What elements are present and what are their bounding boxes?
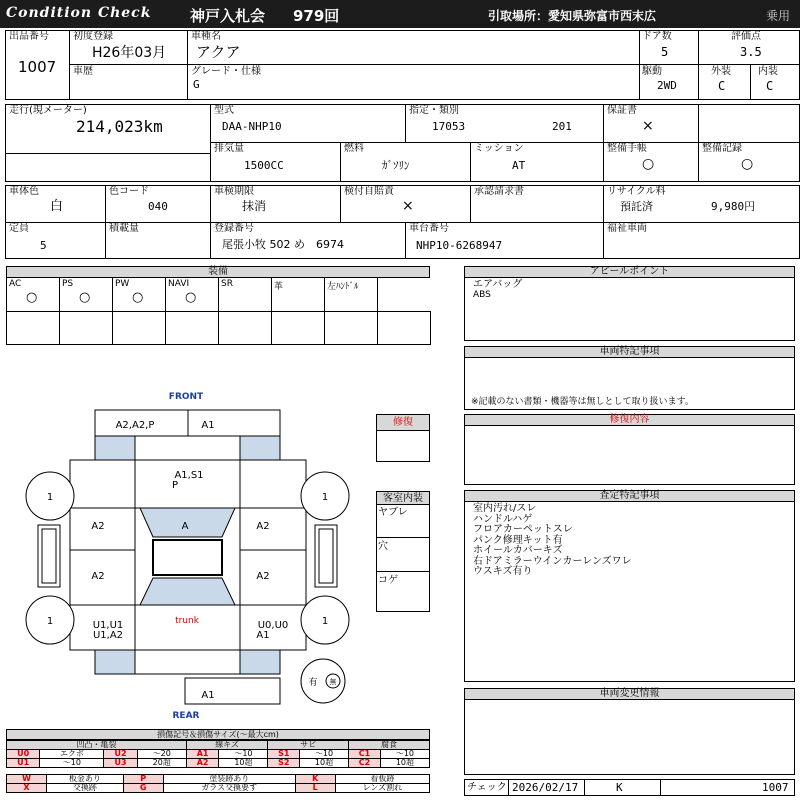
inspection-label: 車検期限 <box>214 186 254 197</box>
special-title: 車両特記事項 <box>464 346 795 358</box>
legend-key-code: G <box>123 784 163 793</box>
equipment-cell <box>324 277 378 312</box>
first-reg: H26年03月 <box>92 45 167 61</box>
equipment-cell <box>6 277 60 312</box>
assessment-line: フロアカーペットスレ <box>473 524 573 535</box>
tire-fr-value: 1 <box>321 492 329 503</box>
legend-group: 凹凸・亀裂 <box>7 741 187 750</box>
legend-code: U2 <box>104 750 137 759</box>
equipment-label: 革 <box>274 282 284 292</box>
legend-group: 線キズ <box>186 741 268 750</box>
int: C <box>766 79 774 93</box>
legend-key-desc: 塗装跡あり <box>163 775 295 784</box>
hood-right-damage: A1 <box>201 420 215 431</box>
lot-no: 1007 <box>18 58 57 76</box>
ext: C <box>718 79 726 93</box>
legend-code: C1 <box>349 750 381 759</box>
assessment-line: 右ドアミラーウインカーレンズワレ <box>473 555 632 567</box>
check-date: 2026/02/17 <box>512 781 579 794</box>
repair-content-box <box>464 425 795 485</box>
maintenance-label: 整備手帳 <box>607 143 647 154</box>
auction-round: 979回 <box>293 7 340 25</box>
capacity-label: 定員 <box>9 223 29 234</box>
legend-code: U1 <box>7 759 40 768</box>
legend-key-code: L <box>295 784 335 793</box>
equipment-grid <box>6 277 430 345</box>
tire-rr-value: 1 <box>321 616 329 627</box>
mileage-label: 走行(現メーター) <box>9 105 87 116</box>
legend-key-desc: 板金あり <box>47 775 124 784</box>
approval-label: 承認請求書 <box>474 186 524 197</box>
color-code-label: 色コード <box>109 186 149 197</box>
doors: 5 <box>661 45 669 59</box>
special-box <box>464 357 795 410</box>
records-label: 整備記録 <box>702 143 742 154</box>
equipment-empty-cell <box>165 311 219 345</box>
tire-fl-value: 1 <box>46 492 54 503</box>
first-reg-label: 初度登録 <box>73 31 113 42</box>
legend-title: 損傷記号＆損傷サイズ(～最大cm) <box>6 729 430 740</box>
equipment-empty-cell <box>218 311 272 345</box>
assessment-line: 室内汚れ/スレ <box>473 503 537 514</box>
trunk-right-damage-2: A1 <box>256 630 270 641</box>
appeal-line-2: ABS <box>473 290 491 300</box>
roof-sub-damage: P <box>171 480 179 491</box>
equipment-cell <box>112 277 166 312</box>
legend-desc: 10超 <box>380 759 429 768</box>
appeal-title: アピールポイント <box>464 266 795 278</box>
interior-item-3: コゲ <box>378 575 398 586</box>
interior-title: 客室内装 <box>377 492 429 505</box>
classification: 201 <box>552 120 572 133</box>
trunk-right-damage: U0,U0 <box>257 620 289 631</box>
equipment-cell <box>271 277 325 312</box>
legend-group: サビ <box>268 741 349 750</box>
inspector: K <box>616 781 623 794</box>
score-label: 評価点 <box>731 31 761 42</box>
legend-desc: ～20 <box>137 750 186 759</box>
insurance-label: 検付自賠責 <box>344 186 394 197</box>
color-code: 040 <box>148 200 168 213</box>
trunk-left-damage-2: U1,A2 <box>92 630 124 641</box>
legend-desc: 10超 <box>219 759 268 768</box>
roof-damage: A1,S1 <box>174 470 204 481</box>
rear-bumper-damage: A1 <box>201 690 215 701</box>
plate: 尾張小牧 502 め 6974 <box>222 238 344 251</box>
legend-code: A2 <box>186 759 219 768</box>
legend-key-code: X <box>7 784 47 793</box>
door-rl-damage: A2 <box>91 571 105 582</box>
equipment-label: NAVI <box>168 279 190 289</box>
legend-code: S2 <box>268 759 300 768</box>
equipment-title: 装備 <box>6 266 430 278</box>
drive: 2WD <box>657 79 677 92</box>
appeal-box <box>464 277 795 341</box>
door-fr-damage: A2 <box>256 521 270 532</box>
fuel-label: 燃料 <box>344 143 364 154</box>
tire-rl-value: 1 <box>46 616 54 627</box>
car-diagram <box>0 385 376 725</box>
legend-code: C2 <box>349 759 381 768</box>
door-rr-damage: A2 <box>256 571 270 582</box>
change-box <box>464 699 795 775</box>
equipment-label: PS <box>62 279 74 289</box>
info-block-1 <box>5 30 800 100</box>
front-label: FRONT <box>168 392 204 402</box>
mission: AT <box>512 159 526 172</box>
mileage: 214,023km <box>76 117 163 136</box>
trunk-left-damage: U1,U1 <box>92 620 124 631</box>
displacement: 1500CC <box>244 159 284 172</box>
designation-label: 指定・類別 <box>409 105 459 116</box>
model: DAA-NHP10 <box>222 120 282 133</box>
header-left-title: Condition Check <box>6 5 152 21</box>
legend-key-desc: レンズ割れ <box>335 784 429 793</box>
equipment-mark: ○ <box>185 290 197 305</box>
displacement-label: 排気量 <box>214 143 244 154</box>
roof-window <box>153 540 222 575</box>
mission-label: ミッション <box>474 143 524 154</box>
legend-keys <box>6 774 430 793</box>
welfare-label: 福祉車両 <box>607 223 647 234</box>
legend-desc: 10超 <box>299 759 348 768</box>
recycle-status: 預託済 <box>620 200 653 213</box>
plate-label: 登録番号 <box>214 223 254 234</box>
repair-content-title: 修復内容 <box>464 414 795 426</box>
auction-name: 神戸入札会 <box>190 7 266 25</box>
legend-desc: 20超 <box>137 759 186 768</box>
legend-desc: ～10 <box>40 759 104 768</box>
equipment-empty-cell <box>324 311 378 345</box>
equipment-label: PW <box>115 279 130 289</box>
legend-key-desc: ガラス交換要す <box>163 784 295 793</box>
change-title: 車両変更情報 <box>464 688 795 700</box>
pickup-location: 引取場所：愛知県弥富市西末広 <box>488 9 657 23</box>
category: 乗用 <box>766 9 791 23</box>
chassis: NHP10-6268947 <box>416 239 503 252</box>
designation: 17053 <box>432 120 466 133</box>
check-label: チェック <box>467 782 507 793</box>
door-fl-damage: A2 <box>91 521 105 532</box>
equipment-empty-cell <box>271 311 325 345</box>
doors-label: ドア数 <box>642 31 672 42</box>
footer-lot: 1007 <box>762 781 789 794</box>
legend-key-code: K <box>295 775 335 784</box>
insurance: × <box>402 198 414 214</box>
interior-item-2: 穴 <box>378 541 388 552</box>
equipment-mark: ○ <box>26 290 38 305</box>
spare-mark: 無 <box>329 678 337 686</box>
equipment-mark: ○ <box>79 290 91 305</box>
grade-label: グレード・仕様 <box>191 66 261 77</box>
equipment-label: 左ﾊﾝﾄﾞﾙ <box>327 282 359 292</box>
hood-left-damage: A2,A2,P <box>115 420 155 431</box>
windshield-damage: A <box>181 521 189 532</box>
chassis-label: 車台番号 <box>409 223 449 234</box>
equipment-empty-cell <box>112 311 166 345</box>
interior-item-1: ヤブレ <box>378 507 408 518</box>
warranty-label: 保証書 <box>607 105 637 116</box>
rear-window <box>140 578 235 605</box>
legend-desc: ～10 <box>299 750 348 759</box>
assessment-title: 査定特記事項 <box>464 490 795 502</box>
special-note: ※記載のない書類・機器等は無しとして取り扱います。 <box>471 397 694 407</box>
equipment-empty-cell <box>59 311 113 345</box>
legend-desc: ～10 <box>380 750 429 759</box>
fuel: ｶﾞｿﾘﾝ <box>382 159 410 172</box>
assessment-box <box>464 501 795 682</box>
records: ○ <box>741 156 754 172</box>
legend-group: 腐食 <box>349 741 430 750</box>
score: 3.5 <box>740 45 762 59</box>
history-label: 車歴 <box>73 66 93 77</box>
header-bar <box>0 0 800 28</box>
grade: G <box>193 78 200 91</box>
assessment-line: ホイールカバーキズ <box>473 545 563 556</box>
legend-key-desc: 交換跡 <box>47 784 124 793</box>
spare-label: 有 <box>308 678 318 688</box>
assessment-line: パンク修理キット有 <box>473 534 563 546</box>
equipment-label: SR <box>221 279 233 289</box>
car-name: アクア <box>196 43 241 61</box>
equipment-empty-cell <box>377 311 431 345</box>
recycle-fee: 9,980円 <box>711 200 756 213</box>
legend-desc: エクボ <box>40 750 104 759</box>
appeal-line-1: エアバッグ <box>473 279 523 290</box>
assessment-line: ウスキズ有り <box>473 566 533 577</box>
equipment-empty-cell <box>6 311 60 345</box>
inspection: 抹消 <box>242 199 267 213</box>
legend-key-desc: 看板跡 <box>335 775 429 784</box>
lot-no-label: 出品番号 <box>9 31 49 42</box>
rear-bumper <box>185 678 280 704</box>
capacity: 5 <box>40 239 47 252</box>
color: 白 <box>50 199 64 214</box>
legend-desc: ～10 <box>219 750 268 759</box>
legend-table <box>6 740 430 768</box>
equipment-cell <box>165 277 219 312</box>
legend-code: A1 <box>186 750 219 759</box>
legend-key-code: W <box>7 775 47 784</box>
color-label: 車体色 <box>9 186 39 197</box>
warranty: × <box>642 118 654 134</box>
assessment-line: ハンドルハゲ <box>473 513 533 525</box>
recycle-label: リサイクル料 <box>607 186 666 197</box>
maintenance: ○ <box>642 156 655 172</box>
legend-code: U3 <box>104 759 137 768</box>
legend-code: S1 <box>268 750 300 759</box>
rear-label: REAR <box>172 711 200 721</box>
repair-box-title: 修復 <box>377 415 429 431</box>
drive-label: 駆動 <box>642 66 662 77</box>
int-label: 内装 <box>758 66 778 77</box>
load-label: 積載量 <box>109 223 139 234</box>
equipment-cell <box>59 277 113 312</box>
trunk-label: trunk <box>175 616 199 626</box>
equipment-mark: ○ <box>132 290 144 305</box>
equipment-cell <box>218 277 272 312</box>
legend-key-code: P <box>123 775 163 784</box>
equipment-label: AC <box>9 279 22 289</box>
model-label: 型式 <box>214 105 234 116</box>
ext-label: 外装 <box>711 66 731 77</box>
car-name-label: 車種名 <box>191 31 221 42</box>
legend-code: U0 <box>7 750 40 759</box>
